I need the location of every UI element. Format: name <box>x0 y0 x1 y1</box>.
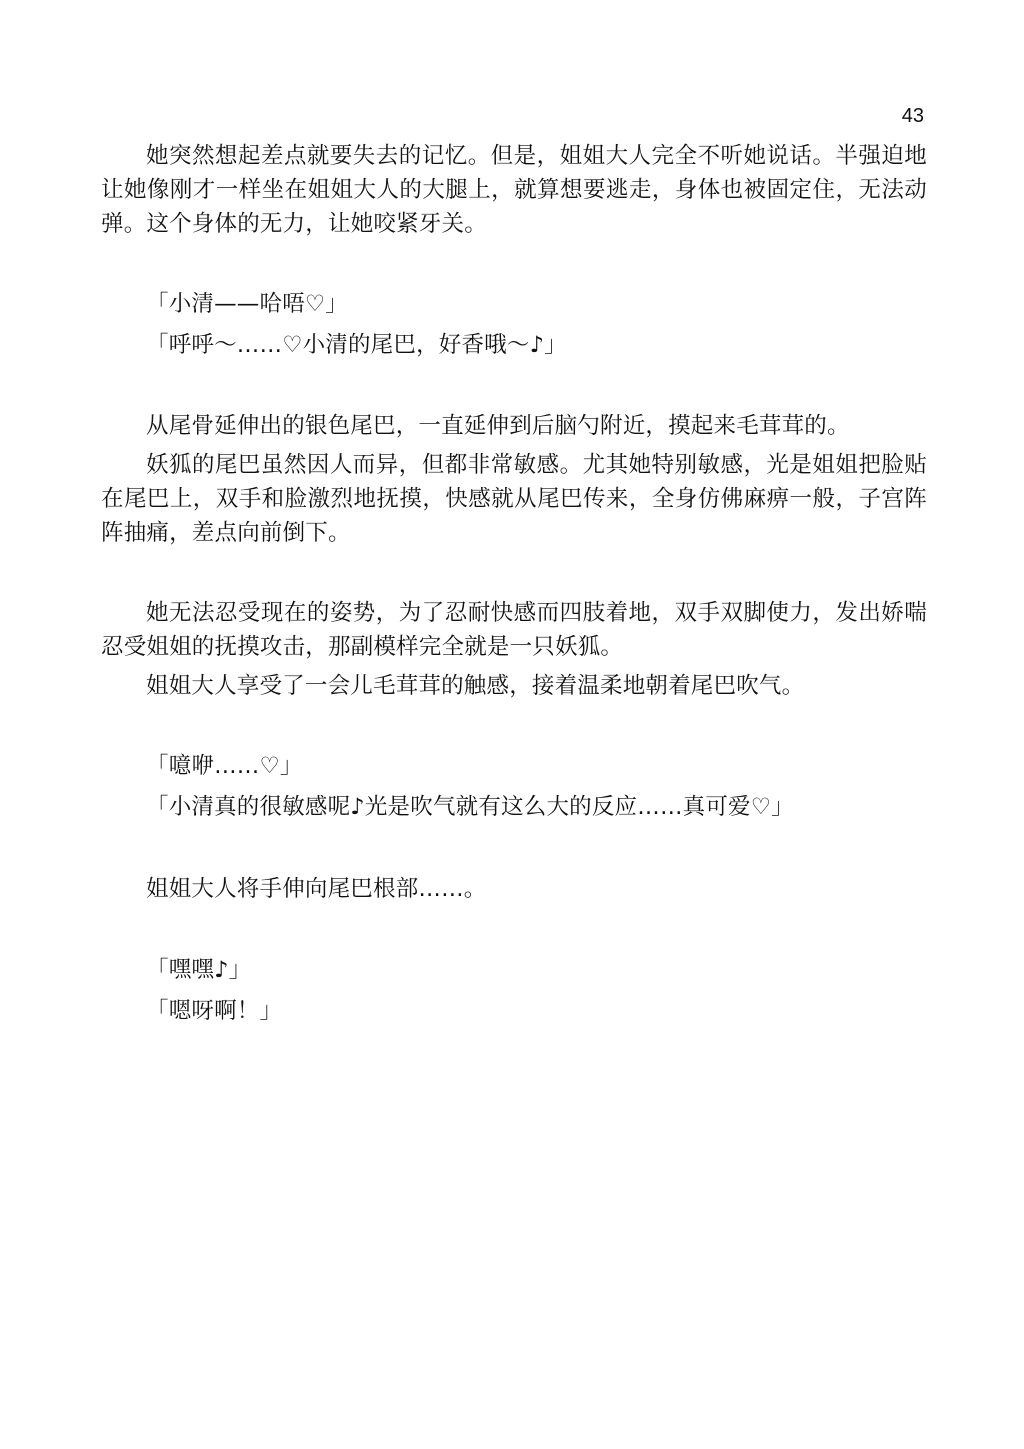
paragraph-text: 从尾骨延伸出的银色尾巴，一直延伸到后脑勺附近，摸起来毛茸茸的。 <box>146 413 850 439</box>
paragraph-text: 姐姐大人享受了一会儿毛茸茸的触感，接着温柔地朝着尾巴吹气。 <box>146 673 805 699</box>
paragraph-text: 妖狐的尾巴虽然因人而异，但都非常敏感。尤其她特别敏感，光是姐姐把脸贴在尾巴上，双手和脸激烈地抚摸，快感就从尾巴传来，全身仿佛麻痹一般，子宫阵阵抽痛，差点向前倒下。 <box>101 452 927 546</box>
dialogue-line: 「小清——哈唔♡」 <box>146 291 348 317</box>
dialogue-line: 「嗯呀啊！」 <box>146 998 283 1024</box>
dialogue-group <box>101 953 927 1028</box>
body-paragraph <box>101 872 927 906</box>
body-paragraph <box>101 596 927 703</box>
body-paragraph <box>101 409 927 550</box>
page-number: 43 <box>901 105 924 127</box>
dialogue-line: 「噫咿……♡」 <box>146 753 303 779</box>
dialogue-line: 「呼呼～……♡小清的尾巴，好香哦～♪」 <box>146 332 567 358</box>
body-paragraph <box>101 139 927 241</box>
paragraph-text: 她突然想起差点就要失去的记忆。但是，姐姐大人完全不听她说话。半强迫地让她像刚才一样坐在姐姐大人的大腿上，就算想要逃走，身体也被固定住，无法动弹。这个身体的无力，让她咬紧牙关。 <box>101 143 927 237</box>
paragraph-text: 姐姐大人将手伸向尾巴根部……。 <box>146 876 487 902</box>
dialogue-line: 「嘿嘿♪」 <box>146 957 252 983</box>
paragraph-text: 她无法忍受现在的姿势，为了忍耐快感而四肢着地，双手双脚使力，发出娇喘忍受姐姐的抚摸攻击，那副模样完全就是一只妖狐。 <box>101 600 927 660</box>
dialogue-line: 「小清真的很敏感呢♪光是吹气就有这么大的反应……真可爱♡」 <box>146 794 794 820</box>
dialogue-group <box>101 749 927 824</box>
dialogue-group <box>101 287 927 362</box>
